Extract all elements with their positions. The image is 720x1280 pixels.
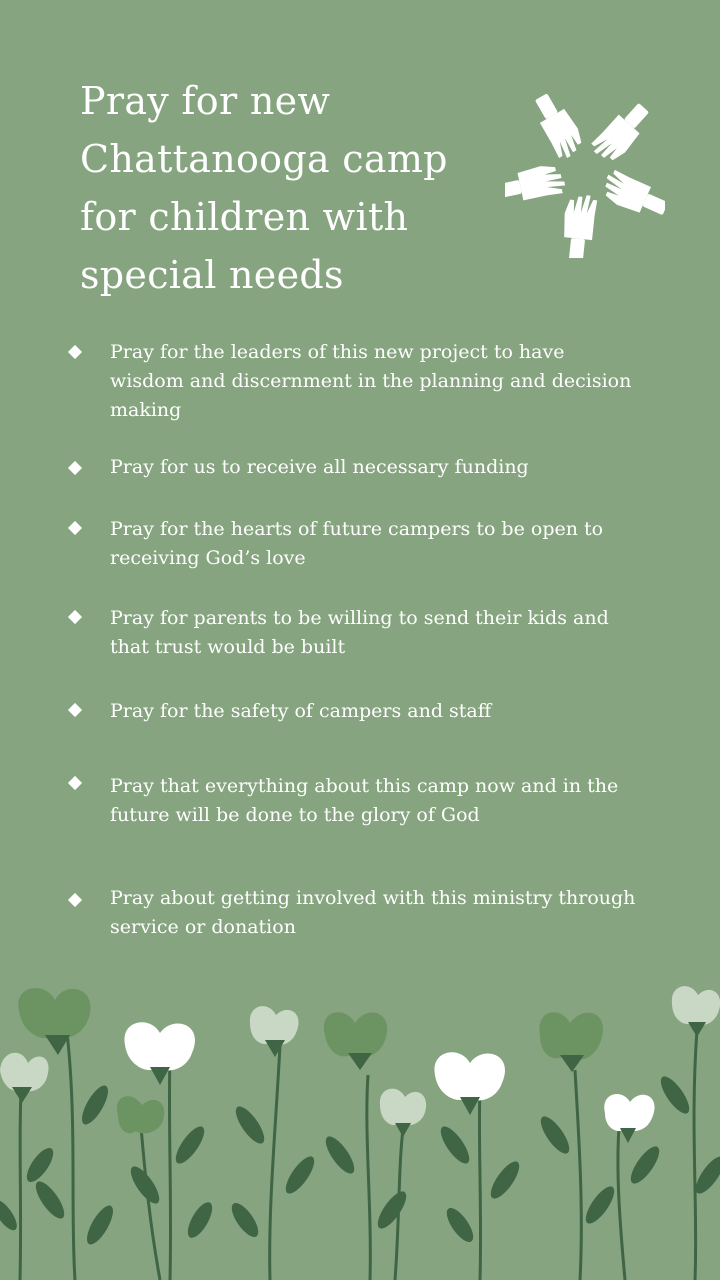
prayer-text: Pray for the hearts of future campers to be open to receiving God’s love xyxy=(110,518,604,569)
flower-border-illustration xyxy=(0,975,720,1280)
prayer-text: Pray about getting involved with this ministry through service or donation xyxy=(110,887,636,938)
prayer-text: Pray for the safety of campers and staff xyxy=(110,700,492,722)
title-line: for children with xyxy=(80,195,409,239)
diamond-bullet-icon xyxy=(68,703,82,717)
title-line: Pray for new xyxy=(80,79,331,123)
diamond-bullet-icon xyxy=(68,776,82,790)
diamond-bullet-icon xyxy=(68,521,82,535)
title-line: Chattanooga camp xyxy=(80,137,448,181)
hands-circle-icon xyxy=(505,88,665,258)
diamond-bullet-icon xyxy=(68,461,82,475)
prayer-text: Pray for parents to be willing to send their kids and that trust would be built xyxy=(110,607,609,658)
diamond-bullet-icon xyxy=(68,610,82,624)
diamond-bullet-icon xyxy=(68,345,82,359)
diamond-bullet-icon xyxy=(68,893,82,907)
prayer-text: Pray that everything about this camp now and in the future will be done to the glory of God xyxy=(110,775,619,826)
page-title xyxy=(80,72,520,304)
prayer-text: Pray for us to receive all necessary funding xyxy=(110,456,529,478)
title-line: special needs xyxy=(80,253,344,297)
prayer-text: Pray for the leaders of this new project to have wisdom and discernment in the planning and decision making xyxy=(110,341,632,421)
